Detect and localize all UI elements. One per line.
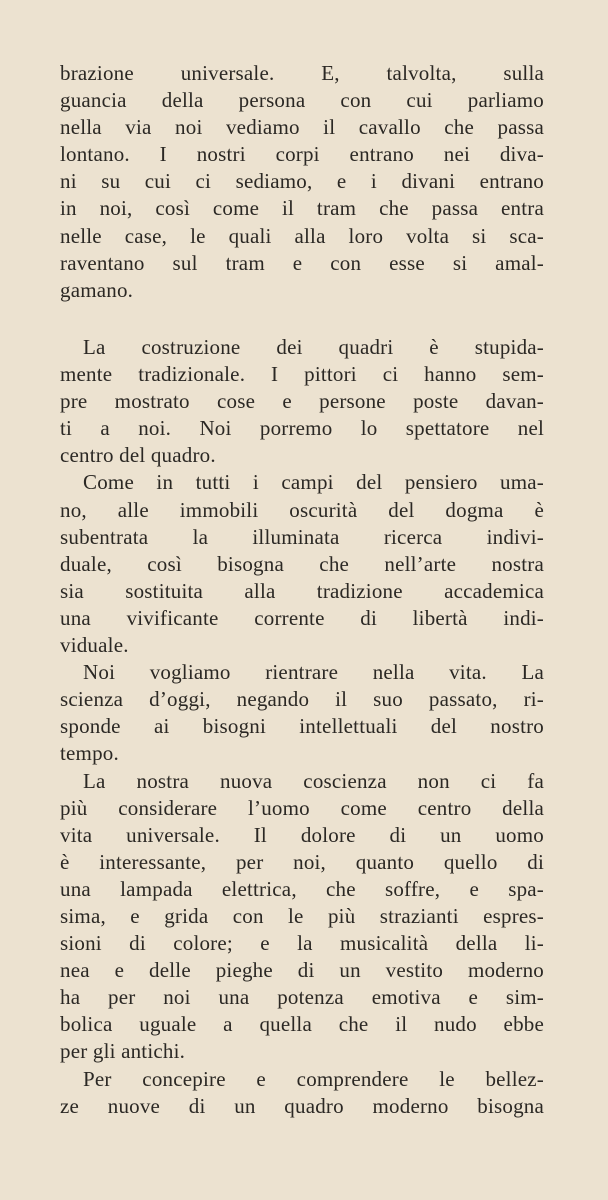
paragraph bbox=[60, 1066, 544, 1120]
paragraph bbox=[60, 659, 544, 767]
paragraph bbox=[60, 60, 544, 304]
text-line: bolica uguale a quella che il nudo ebbe bbox=[60, 1012, 544, 1037]
text-line: La costruzione dei quadri è stupida- bbox=[83, 335, 544, 359]
text-line: ni su cui ci sediamo, e i divani entrano bbox=[60, 169, 544, 194]
text-line: duale, così bisogna che nell’arte nostra bbox=[60, 551, 544, 576]
text-line: viduale. bbox=[60, 633, 129, 658]
text-line: più considerare l’uomo come centro della bbox=[60, 795, 544, 820]
text-line: una vivificante corrente di libertà indi- bbox=[60, 605, 544, 630]
text-line: gamano. bbox=[60, 277, 134, 302]
text-line: vita universale. Il dolore di un uomo bbox=[60, 822, 544, 847]
text-line: Noi vogliamo rientrare nella vita. La bbox=[83, 660, 544, 685]
text-line: mente tradizionale. I pittori ci hanno sem- bbox=[60, 362, 544, 387]
paragraph bbox=[60, 768, 544, 1066]
text-block-top bbox=[60, 60, 544, 304]
text-line: subentrata la illuminata ricerca indivi- bbox=[60, 524, 544, 549]
text-line: sioni di colore; e la musicalità della li- bbox=[60, 931, 544, 956]
text-line: una lampada elettrica, che soffre, e spa- bbox=[60, 876, 544, 901]
text-line: è interessante, per noi, quanto quello di bbox=[60, 849, 544, 874]
text-line: sponde ai bisogni intellettuali del nostro bbox=[60, 714, 544, 739]
text-line: per gli antichi. bbox=[60, 1039, 186, 1064]
text-line: Per concepire e comprendere le bellez- bbox=[83, 1066, 544, 1091]
text-line: nella via noi vediamo il cavallo che passa bbox=[60, 115, 544, 140]
text-line: lontano. I nostri corpi entrano nei diva- bbox=[60, 142, 544, 167]
text-line: sia sostituita alla tradizione accademica bbox=[60, 578, 544, 603]
text-line: pre mostrato cose e persone poste davan- bbox=[60, 389, 544, 414]
text-line: nea e delle pieghe di un vestito moderno bbox=[60, 958, 544, 983]
text-line: no, alle immobili oscurità del dogma è bbox=[60, 497, 544, 522]
paragraph bbox=[60, 469, 544, 659]
text-line: La nostra nuova coscienza non ci fa bbox=[83, 768, 544, 793]
text-line: guancia della persona con cui parliamo bbox=[60, 88, 544, 113]
text-block-main bbox=[60, 334, 544, 1120]
text-line: Come in tutti i campi del pensiero uma- bbox=[83, 470, 544, 495]
text-line: scienza d’oggi, negando il suo passato, ri- bbox=[60, 687, 544, 712]
text-line: tempo. bbox=[60, 741, 119, 766]
text-line: in noi, così come il tram che passa entra bbox=[60, 196, 544, 221]
text-line: ze nuove di un quadro moderno bisogna bbox=[60, 1093, 544, 1118]
paragraph bbox=[60, 334, 544, 469]
text-line: sima, e grida con le più strazianti espres- bbox=[60, 903, 544, 928]
text-line: nelle case, le quali alla loro volta si sca- bbox=[60, 223, 544, 248]
text-line: ti a noi. Noi porremo lo spettatore nel bbox=[60, 416, 544, 441]
text-line: ha per noi una potenza emotiva e sim- bbox=[60, 985, 544, 1010]
text-line: raventano sul tram e con esse si amal- bbox=[60, 250, 544, 275]
text-line: centro del quadro. bbox=[60, 443, 216, 468]
text-line: brazione universale. E, talvolta, sulla bbox=[60, 61, 544, 85]
